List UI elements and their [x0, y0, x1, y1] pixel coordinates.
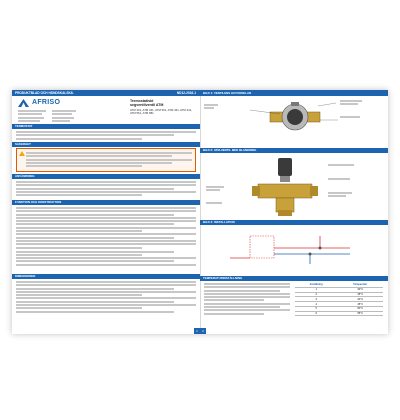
header-bar: [12, 90, 200, 96]
manual-spread: [12, 90, 388, 334]
temperature-table: [295, 283, 383, 316]
product-title-line2: segventilventil ATM: [130, 103, 164, 108]
section-intro: TERMOSTAT: [12, 124, 200, 129]
cell: 45°C: [337, 302, 383, 307]
fig1-label-left: [204, 104, 218, 111]
cell: 5: [295, 306, 337, 311]
cell: 6: [295, 311, 337, 316]
temperature-heading: TEMPERATURINSTÄLLNING: [200, 276, 388, 281]
figure2-heading: BILD 2: ATM-VENTIL MED BLANDNING: [200, 148, 388, 153]
cell: 3: [295, 297, 337, 302]
installation-diagram: [220, 228, 370, 268]
right-page: [200, 90, 388, 334]
left-page: [12, 90, 201, 334]
page-number-left: 1: [194, 328, 200, 334]
logo-mark-icon: [18, 99, 29, 107]
temperature-text: [204, 283, 290, 316]
warning-box: [16, 148, 196, 172]
section-dimensions: DIMENSIONER: [12, 274, 200, 279]
table-header-temperature: Temperatur: [337, 283, 383, 287]
cell: 55°C: [337, 311, 383, 316]
table-row: [295, 311, 383, 316]
contact-block: [52, 110, 76, 123]
document-code: ND12-2016-1: [176, 91, 196, 95]
cell: 35°C: [337, 292, 383, 297]
figure3-heading: BILD 3: INSTALLATION: [200, 220, 388, 225]
table-header-setting: Inställning: [295, 283, 337, 287]
intro-text: [16, 131, 196, 141]
cell: 50°C: [337, 306, 383, 311]
cell: 30°C: [337, 287, 383, 292]
afriso-logo: [18, 99, 61, 107]
fig2-label-right2: [328, 178, 350, 181]
cell: 2: [295, 292, 337, 297]
cell: 4: [295, 302, 337, 307]
section-safety: SÄKERHET: [12, 142, 200, 147]
product-title-line1: Termostatiskt: [130, 99, 154, 103]
usage-text: [16, 181, 196, 197]
fig2-label-left2: [206, 202, 222, 205]
cell: 40°C: [337, 297, 383, 302]
fig2-label-left: [206, 186, 224, 193]
valve-figure-2: [250, 156, 320, 218]
function-text: [16, 207, 196, 267]
page-number-right: 2: [200, 328, 206, 334]
cell: 1: [295, 287, 337, 292]
product-models: ATM 331, ATM 341, ATM 361, ATM 431, ATM 441, ATM 561, ATM 881: [130, 108, 193, 116]
fig2-label-right: [328, 164, 354, 167]
header-title: PRODUKTBLAD OCH HÄNDSKALSKIL: [15, 91, 74, 95]
logo-text: AFRISO: [32, 99, 61, 106]
section-usage: ANVÄNDNING: [12, 174, 200, 179]
product-title: [130, 99, 163, 108]
dimensions-text: [16, 281, 196, 314]
fig2-label-right3: [328, 192, 352, 199]
valve-figure-1: [240, 98, 350, 134]
warning-triangle-icon: [19, 151, 25, 156]
section-function: FUNKTION OCH KONSTRUKTION: [12, 200, 200, 205]
address-block: [18, 110, 46, 123]
figure1-heading: BILD 1: VENTILENS HUVUDDELAR: [200, 90, 388, 96]
fig1-label-right: [340, 100, 362, 107]
fig1-label-right2: [340, 116, 360, 119]
